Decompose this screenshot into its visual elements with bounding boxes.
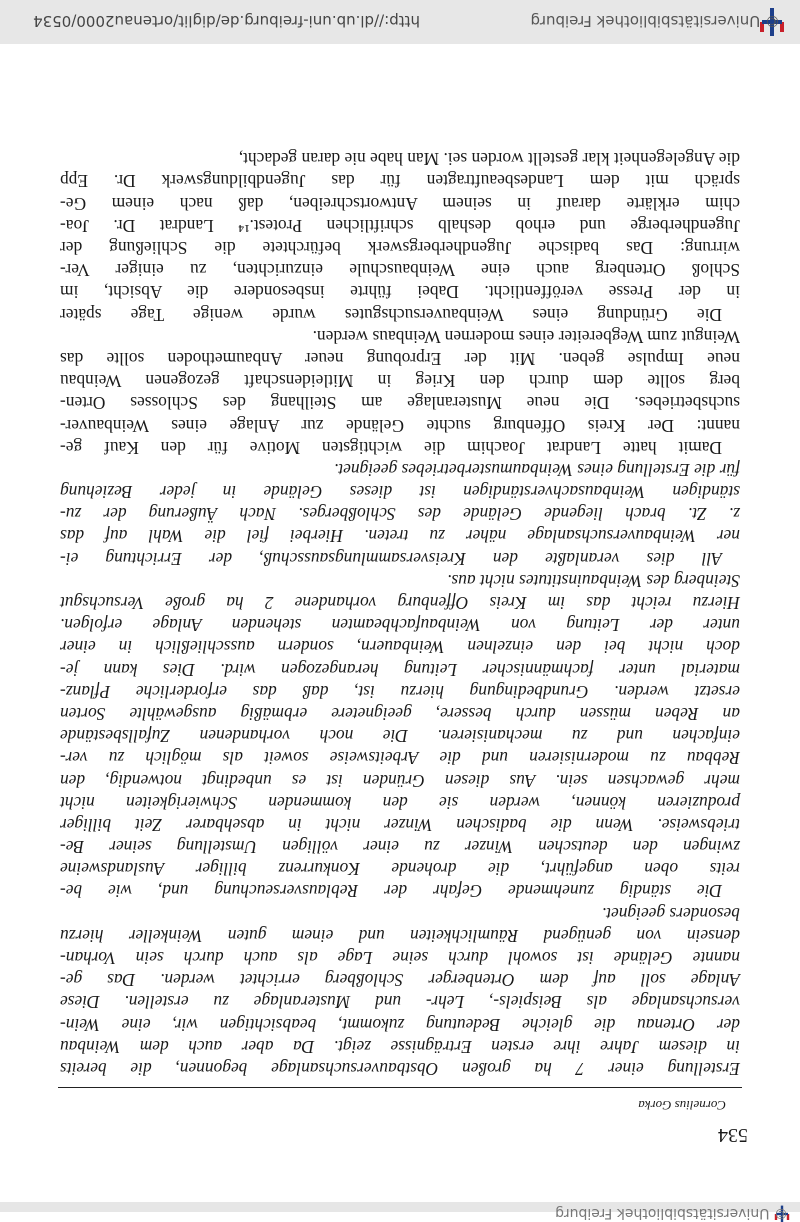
text-line: Erstellung einer 7 ha großen Obstbauversuchsanlage begonnen, die bereits: [60, 1059, 740, 1079]
text-line: für die Erstellung eines Weinbaumusterbetriebes geeignet.: [333, 459, 740, 480]
copyright-text: © Universitätsbibliothek Freiburg: [530, 12, 780, 30]
text-line: Rebbau zu modernisieren und die Arbeitsweise soweit als möglich zu ver-: [60, 748, 740, 769]
running-head-author: Cornelius Gorka: [638, 1098, 726, 1113]
paragraph: [60, 570, 740, 903]
text-line: triebsweise. Wenn die badischen Winzer nicht in absehbarer Zeit billiger: [60, 814, 740, 835]
text-line: neue Impulse geben. Mit der Erprobung neuer Anbaumethoden sollte das: [60, 349, 740, 369]
text-line: der Ortenau die gleiche Bedeutung zukommt, beabsichtigen wir, eine Wein-: [60, 1014, 740, 1035]
text-line: material unter fachmännischer Leitung herangezogen wird. Dies kann je-: [60, 659, 740, 680]
text-line: doch nicht bei den einzelnen Weinbauern, sondern ausschließlich in einer: [60, 637, 740, 658]
paragraph: [60, 148, 740, 326]
text-line: versuchsanlage als Beispiels-, Lehr- und Musteranlage zu erstellen. Diese: [60, 992, 740, 1013]
text-line: suchsbetriebes. Die neue Musteranlage am Steilhang des Schlosses Orten-: [60, 393, 740, 414]
text-line: in der Presse veröffentlicht. Dabei führte insbesondere die Absicht, im: [60, 282, 740, 303]
text-line: nannt: Der Kreis Offenburg suchte Gelände zur Anlage eines Weinbauver-: [60, 415, 740, 436]
text-line: Steinberg des Weinbauinstitutes nicht aus.: [447, 570, 740, 591]
text-line: ner Weinbauversuchsanlage näher zu treten. Hierbei fiel die Wahl auf das: [60, 526, 740, 547]
text-line: densein von genügend Räumlichkeiten und einem guten Weinkeller hierzu: [60, 925, 740, 946]
text-line: besonders geeignet.: [601, 903, 740, 924]
text-line: nannte Gelände ist sowohl durch seine Lage als auch durch sein Vorhan-: [60, 948, 740, 969]
text-line: Die Gründung eines Weinbauversuchsgutes wurde wenige Tage später: [60, 304, 722, 325]
text-line: mehr gewachsen sein. Aus diesen Gründen ist es unbedingt notwendig, den: [60, 770, 740, 791]
text-line: ständigen Weinbausachverständigen ist dieses Gelände in jeder Beziehung: [60, 482, 740, 503]
text-line: einfachen und zu mechanisieren. Die noch vorhandenen Zufallsbestände: [60, 726, 740, 747]
text-line: wirrung: Das badische Jugendherbergswerk befürchtete die Schließung der: [60, 238, 740, 259]
page-body: [60, 148, 740, 1080]
text-line: Weingut zum Wegbereiter eines modernen Weinbaus werden.: [312, 326, 740, 347]
text-line: die Angelegenheit klar gestellt worden sei. Man habe nie daran gedacht,: [238, 149, 740, 170]
page-url[interactable]: http://dl.ub.uni-freiburg.de/diglit/ortenau2000/0534: [33, 12, 420, 30]
text-line: produzieren können, werden sie den kommenden Schwierigkeiten nicht: [60, 792, 740, 813]
text-line: Schloß Ortenberg auch eine Weinbauschule einzurichten, zu einiger Ver-: [60, 260, 740, 281]
text-line: chim erklärte darauf in seinem Antwortschreiben, daß nach einem Ge-: [60, 193, 740, 214]
text-line: ersetzt werden. Grundbedingung hierzu ist, daß das erforderliche Pflanz-: [60, 681, 740, 702]
text-line: Jugendherberge und erhob deshalb schriftlichen Protest.¹⁴ Landrat Dr. Joa-: [60, 215, 740, 236]
text-line: Die ständig zunehmende Gefahr der Reblausverseuchung und, wie be-: [60, 881, 722, 902]
text-line: z. Zt. brach liegende Gelände des Schloßberges. Nach Äußerung der zu-: [60, 504, 740, 525]
text-line: reits oben angeführt, die drohende Konkurrenz billiger Auslandsweine: [60, 859, 740, 880]
text-line: unter der Leitung von Weinbaufachbeamten stehenden Anlage erfolgen.: [60, 615, 740, 636]
text-line: zwingen den deutschen Winzer zu einer völligen Umstellung seiner Be-: [60, 837, 740, 858]
header-rule: [58, 1087, 742, 1088]
paragraph: [60, 326, 740, 459]
paragraph: [60, 903, 740, 1081]
paragraph: [60, 459, 740, 570]
text-line: berg sollte dem durch den Krieg in Mitleidenschaft gezogenen Weinbau: [60, 371, 740, 392]
viewer-bar-bottom: [0, 0, 800, 44]
text-line: in diesem Jahre ihre ersten Erträgnisse zeigt. Da aber auch dem Weinbau: [60, 1036, 740, 1057]
text-line: spräch mit dem Landesbeauftragten für das Jugendbildungswerk Dr. Epp: [60, 171, 740, 192]
page-number: 534: [718, 1124, 748, 1146]
copyright-text: © Universitätsbibliothek Freiburg: [555, 1205, 788, 1221]
text-line: an Reben müssen durch bessere, geeignetere erbmäßig ausgewählte Sorten: [60, 704, 740, 724]
text-line: All dies veranlaßte den Kreisversammlungsausschuß, der Errichtung ei-: [60, 548, 722, 569]
viewer-bar-top: [0, 1202, 800, 1221]
text-line: Hierzu reicht das im Kreis Offenburg vorhandene 2 ha große Versuchsgut: [60, 593, 740, 614]
text-line: Damit hatte Landrat Joachim die wichtigsten Motive für den Kauf ge-: [60, 437, 722, 458]
text-line: Anlage soll auf dem Ortenberger Schloßberg errichtet werden. Das ge-: [60, 970, 740, 991]
